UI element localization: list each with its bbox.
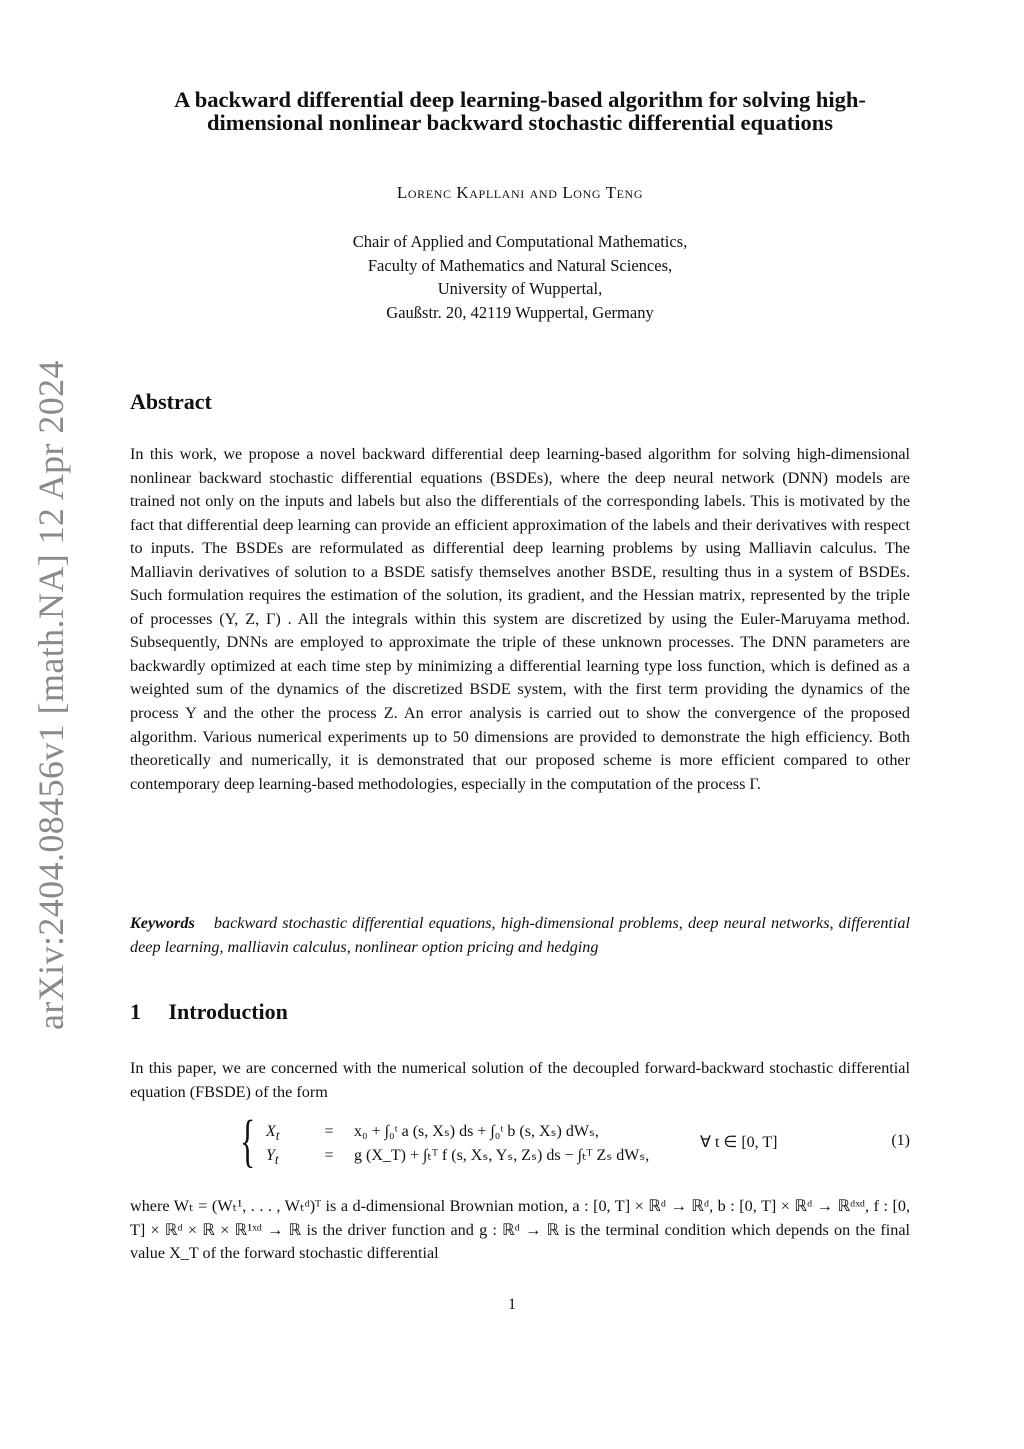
equation-row-forward xyxy=(266,1120,599,1144)
keywords-label: Keywords xyxy=(130,914,195,932)
section-heading-introduction xyxy=(130,999,288,1025)
intro-paragraph: In this paper, we are concerned with the numerical solution of the decoupled forward-backward stochastic differential equation (FBSDE) of the form xyxy=(130,1059,910,1101)
affiliation-line: Gaußstr. 20, 42119 Wuppertal, Germany xyxy=(386,302,654,322)
affiliation-line: University of Wuppertal, xyxy=(437,279,603,298)
affiliation-line: Faculty of Mathematics and Natural Sciences, xyxy=(367,255,673,275)
section-number: 1 xyxy=(130,999,141,1024)
equation-row-backward xyxy=(266,1144,649,1168)
paper-title: A backward differential deep learning-based algorithm for solving high-dimensional nonlinear backward stochastic differential equations xyxy=(174,87,866,135)
equation-rhs: g (X_T) + ∫ₜᵀ f (s, Xₛ, Yₛ, Zₛ) ds − ∫ₜᵀ Zₛ dWₛ, xyxy=(354,1147,650,1164)
equals-sign: = xyxy=(324,1123,334,1140)
intro-paragraph: where Wₜ = (Wₜ¹, . . . , Wₜᵈ)ᵀ is a d-dimensional Brownian motion, a : [0, T] × ℝᵈ → ℝᵈ, b : [0, T] × ℝᵈ → ℝᵈˣᵈ, f : [0, T] × ℝᵈ × ℝ × ℝ¹ˣᵈ → ℝ is the driver function and g : ℝᵈ → ℝ is the terminal condition which depends on the final value X_T of the forward stochastic differential xyxy=(130,1197,910,1263)
section-title: Introduction xyxy=(168,999,288,1024)
equals-sign: = xyxy=(324,1147,334,1164)
abstract-text: In this work, we propose a novel backward differential deep learning-based algorithm for solving high-dimensional nonlinear backward stochastic differential equations (BSDEs), where the deep neural network (DNN) models are trained not only on the inputs and labels but also the differentials of the corresponding labels. This is motivated by the fact that differential deep learning can provide an efficient approximation of the labels and their derivatives with respect to inputs. The BSDEs are reformulated as differential deep learning problems by using Malliavin calculus. The Malliavin derivatives of solution to a BSDE satisfy themselves another BSDE, resulting thus in a system of BSDEs. Such formulation requires the estimation of the solution, its gradient, and the Hessian matrix, represented by the triple of processes (Y, Z, Γ) . All the integrals within this system are discretized by using the Euler-Maruyama method. Subsequently, DNNs are employed to approximate the triple of these unknown processes. The DNN parameters are backwardly optimized at each time step by minimizing a differential learning type loss function, which is defined as a weighted sum of the dynamics of the discretized BSDE system, with the first term providing the dynamics of the process Y and the other the process Z. An error analysis is carried out to show the convergence of the proposed algorithm. Various numerical experiments up to 50 dimensions are provided to demonstrate the high efficiency. Both theoretically and numerically, it is demonstrated that our proposed scheme is more efficient compared to other contemporary deep learning-based methodologies, especially in the computation of the process Γ. xyxy=(130,445,910,793)
arxiv-identifier-stamp: arXiv:2404.08456v1 [math.NA] 12 Apr 2024 xyxy=(31,360,71,1030)
equation-rhs: x₀ + ∫₀ᵗ a (s, Xₛ) ds + ∫₀ᵗ b (s, Xₛ) dWₛ, xyxy=(354,1123,599,1140)
keywords xyxy=(130,912,910,959)
fbsde-equation xyxy=(240,1108,910,1178)
affiliation-line: Chair of Applied and Computational Mathematics, xyxy=(352,232,688,251)
keywords-list: backward stochastic differential equations, high-dimensional problems, deep neural networks, differential deep learning, malliavin calculus, nonlinear option pricing and hedging xyxy=(130,914,911,956)
page-number: 1 xyxy=(508,1296,516,1313)
equation-lhs: $Y_t$ xyxy=(266,1147,279,1168)
left-brace: { xyxy=(240,1108,256,1173)
equation-number: (1) xyxy=(891,1132,910,1149)
abstract-heading: Abstract xyxy=(130,389,212,414)
equation-condition: ∀ t ∈ [0, T] xyxy=(700,1134,778,1151)
equation-lhs: $X_t$ xyxy=(266,1123,280,1144)
authors: Lorenc Kapllani and Long Teng xyxy=(396,183,644,202)
affiliation xyxy=(140,230,900,324)
